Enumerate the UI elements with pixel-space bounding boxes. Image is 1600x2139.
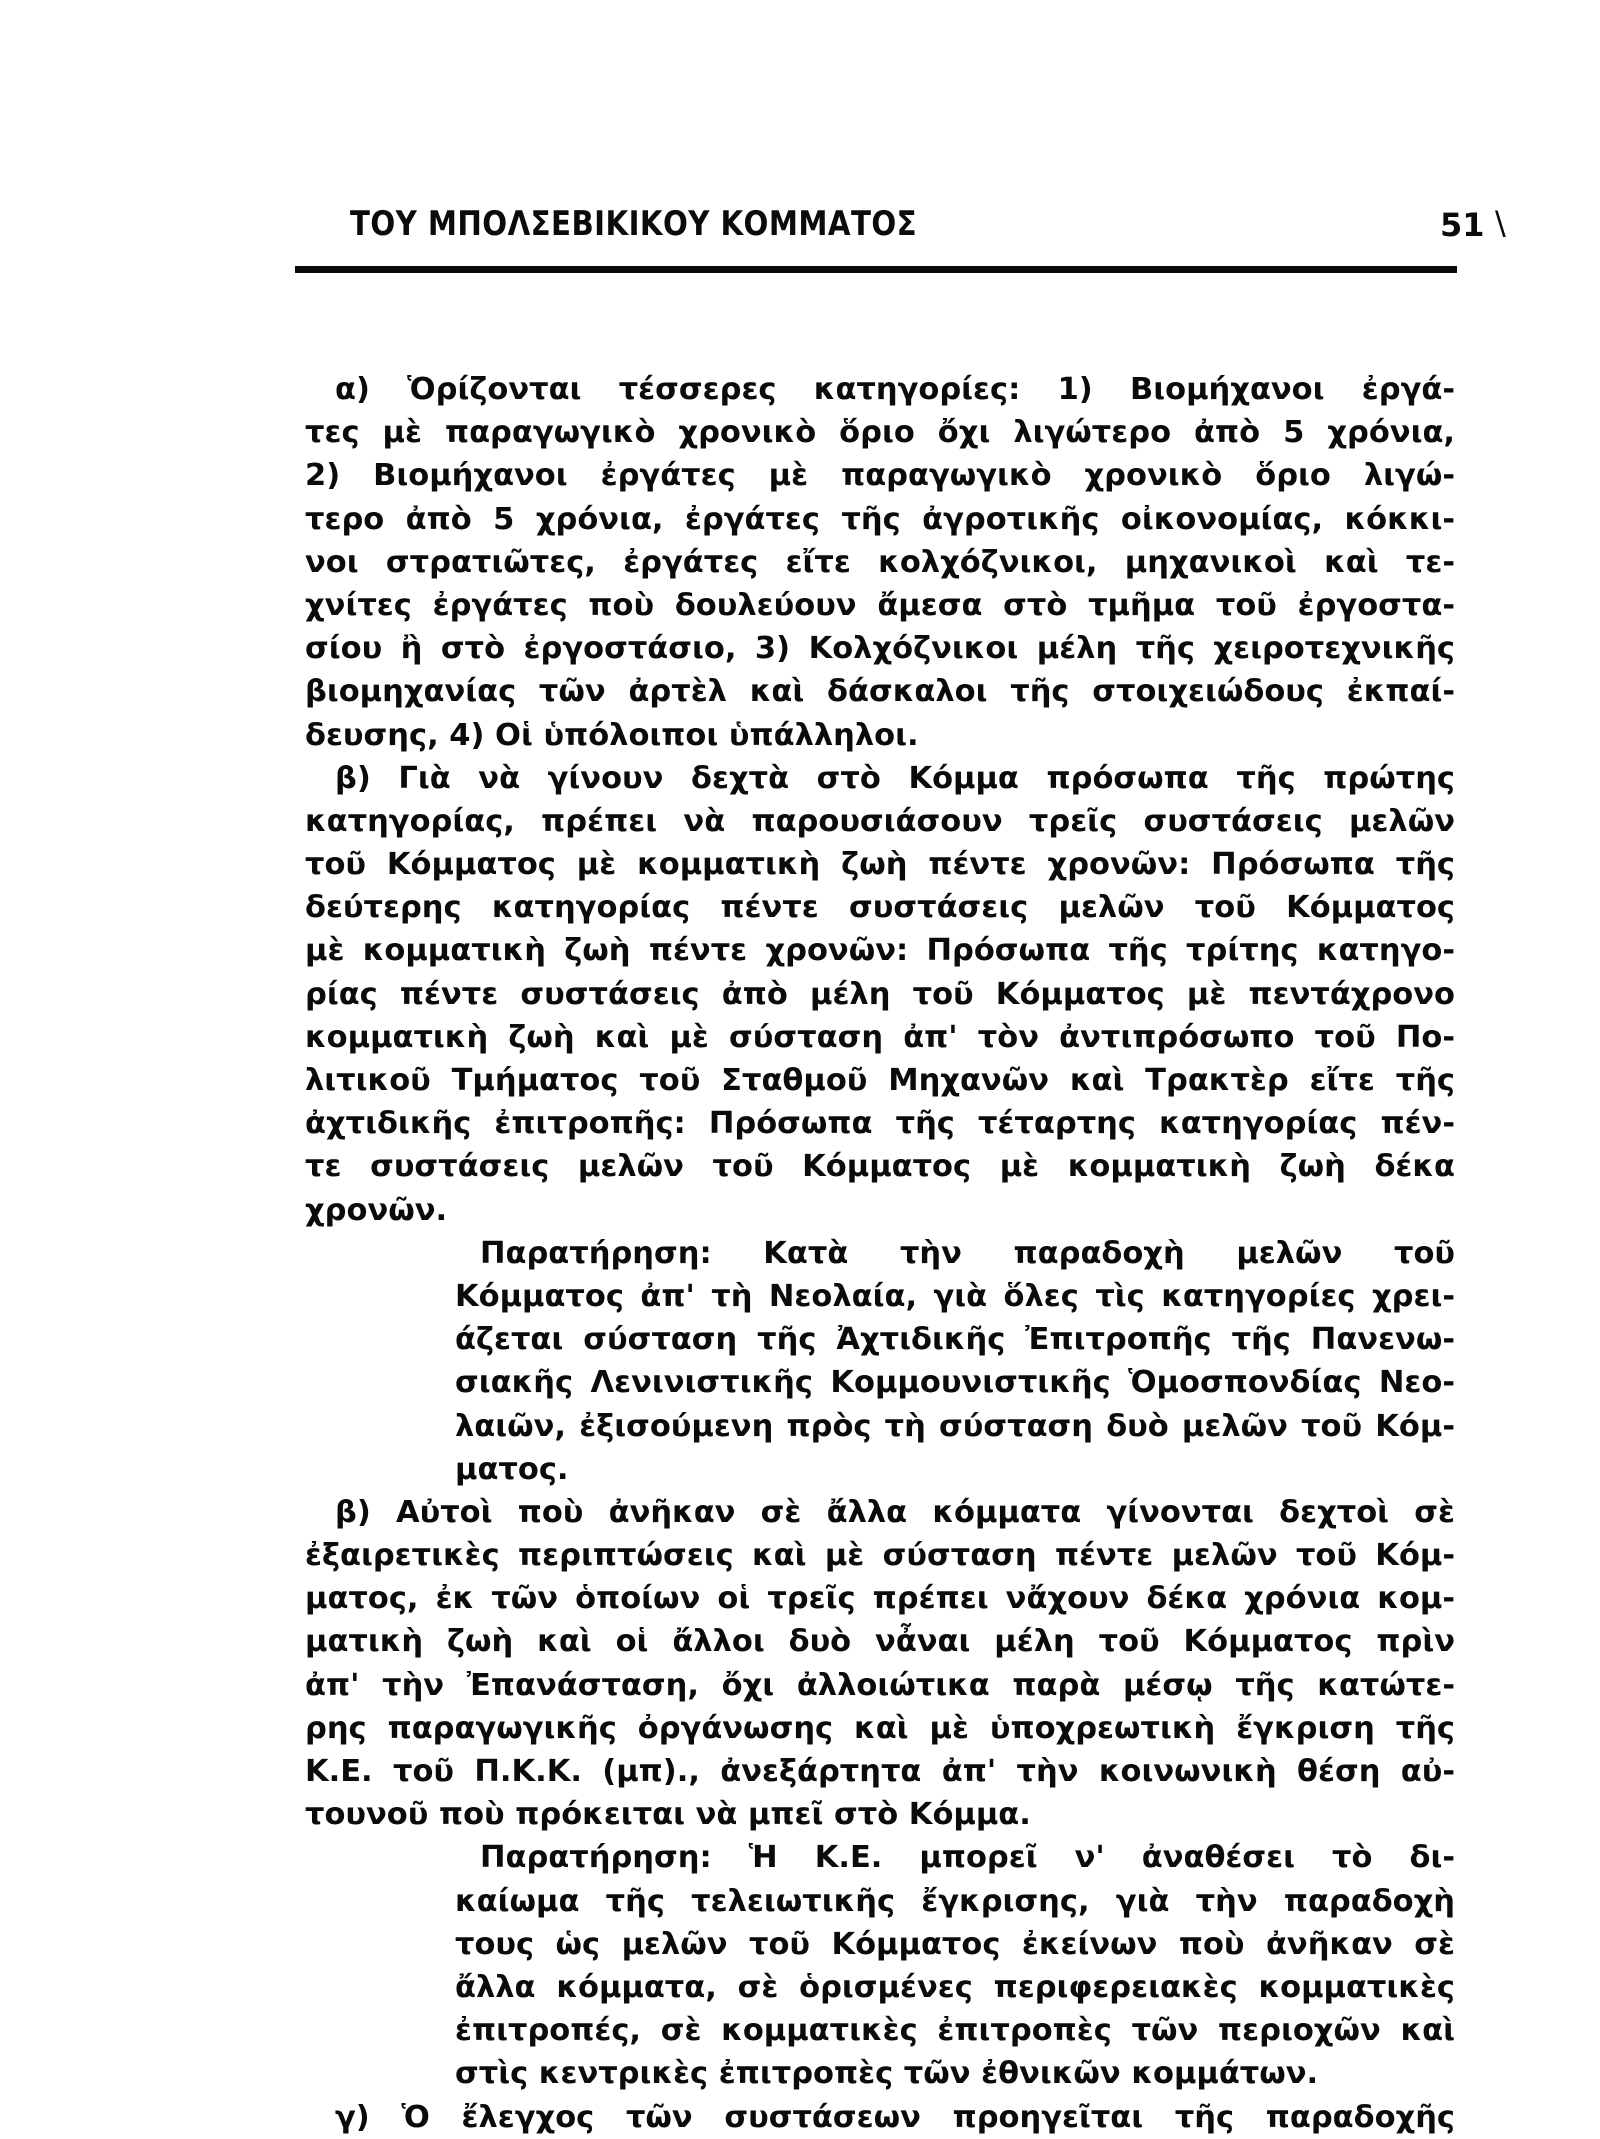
text-line: β) Αὐτοὶ ποὺ ἀνῆκαν σὲ ἄλλα κόμματα γίνονται δεχτοὶ σὲ [335, 1494, 1455, 1530]
text-line: κομματικὴ ζωὴ καὶ μὲ σύσταση ἀπ' τὸν ἀντιπρόσωπο τοῦ Πο- [305, 1019, 1455, 1055]
note-line: στὶς κεντρικὲς ἐπιτροπὲς τῶν ἐθνικῶν κομμάτων. [455, 2056, 1319, 2092]
text-line: τες μὲ παραγωγικὸ χρονικὸ ὅριο ὄχι λιγώτερο ἀπὸ 5 χρόνια, [305, 415, 1455, 451]
note-line: άζεται σύσταση τῆς Ἀχτιδικῆς Ἐπιτροπῆς τῆς Πανενω- [455, 1322, 1455, 1358]
text-line: ἀχτιδικῆς ἐπιτροπῆς: Πρόσωπα τῆς τέταρτης κατηγορίας πέν- [305, 1106, 1455, 1142]
page-mark: \ [1495, 204, 1506, 242]
text-line: τε συστάσεις μελῶν τοῦ Κόμματος μὲ κομματικὴ ζωὴ δέκα [305, 1149, 1455, 1185]
note-line: Παρατήρηση: Ἡ Κ.Ε. μπορεῖ ν' ἀναθέσει τὸ δι- [480, 1840, 1455, 1876]
text-line: ματικὴ ζωὴ καὶ οἱ ἄλλοι δυὸ νἆναι μέλη τοῦ Κόμματος πρὶν [305, 1624, 1455, 1660]
text-line: α) Ὁρίζονται τέσσερες κατηγορίες: 1) Βιομήχανοι ἐργά- [335, 372, 1455, 407]
text-line: κατηγορίας, πρέπει νὰ παρουσιάσουν τρεῖς συστάσεις μελῶν [305, 803, 1455, 839]
header-rule [295, 266, 1457, 273]
text-line: τουνοῦ ποὺ πρόκειται νὰ μπεῖ στὸ Κόμμα. [305, 1797, 1031, 1833]
text-line: λιτικοῦ Τμήματος τοῦ Σταθμοῦ Μηχανῶν καὶ Τρακτὲρ εἴτε τῆς [305, 1063, 1455, 1098]
text-line: δευσης, 4) Οἱ ὑπόλοιποι ὑπάλληλοι. [305, 717, 919, 753]
text-line: βιομηχανίας τῶν ἀρτὲλ καὶ δάσκαλοι τῆς στοιχειώδους ἐκπαί- [305, 674, 1455, 710]
body-text [305, 368, 1455, 2139]
text-line: τοῦ Κόμματος μὲ κομματικὴ ζωὴ πέντε χρονῶν: Πρόσωπα τῆς [305, 847, 1455, 883]
text-line: β) Γιὰ νὰ γίνουν δεχτὰ στὸ Κόμμα πρόσωπα τῆς πρώτης [335, 760, 1455, 796]
note-line: ἐπιτροπές, σὲ κομματικὲς ἐπιτροπὲς τῶν περιοχῶν καὶ [455, 2013, 1455, 2049]
text-line: τερο ἀπὸ 5 χρόνια, ἐργάτες τῆς ἀγροτικῆς οἰκονομίας, κόκκι- [305, 501, 1455, 537]
note-line: λαιῶν, ἐξισούμενη πρὸς τὴ σύσταση δυὸ μελῶν τοῦ Κόμ- [455, 1408, 1455, 1444]
text-line: ρίας πέντε συστάσεις ἀπὸ μέλη τοῦ Κόμματος μὲ πεντάχρονο [305, 976, 1455, 1012]
text-line: ματος, ἐκ τῶν ὁποίων οἱ τρεῖς πρέπει νἄχουν δέκα χρόνια κομ- [305, 1581, 1455, 1617]
text-line: ρης παραγωγικῆς ὀργάνωσης καὶ μὲ ὑποχρεωτικὴ ἔγκριση τῆς [305, 1710, 1455, 1746]
note-line: ματος. [455, 1451, 569, 1487]
note-line: σιακῆς Λενινιστικῆς Κομμουνιστικῆς Ὁμοσπονδίας Νεο- [455, 1365, 1455, 1401]
text-line: ἀπ' τὴν Ἐπανάσταση, ὄχι ἀλλοιώτικα παρὰ μέσῳ τῆς κατώτε- [305, 1667, 1455, 1703]
text-line: δεύτερης κατηγορίας πέντε συστάσεις μελῶν τοῦ Κόμματος [305, 890, 1455, 926]
text-line: νοι στρατιῶτες, ἐργάτες εἴτε κολχόζνικοι, μηχανικοὶ καὶ τε- [305, 544, 1455, 580]
text-line: χρονῶν. [305, 1192, 448, 1228]
note-line: καίωμα τῆς τελειωτικῆς ἔγκρισης, γιὰ τὴν παραδοχὴ [455, 1883, 1455, 1919]
page-number: 51 [1440, 206, 1485, 244]
text-line: Κ.Ε. τοῦ Π.Κ.Κ. (μπ)., ἀνεξάρτητα ἀπ' τὴν κοινωνικὴ θέση αὐ- [305, 1754, 1455, 1789]
note-line: Κόμματος ἀπ' τὴ Νεολαία, γιὰ ὅλες τὶς κατηγορίες χρει- [455, 1278, 1455, 1314]
running-title: ΤΟΥ ΜΠΟΛΣΕΒΙΚΙΚΟΥ ΚΟΜΜΑΤΟΣ [350, 204, 918, 244]
text-line: 2) Βιομήχανοι ἐργάτες μὲ παραγωγικὸ χρονικὸ ὅριο λιγώ- [305, 458, 1455, 494]
text-line: γ) Ὁ ἔλεγχος τῶν συστάσεων προηγεῖται τῆς παραδοχῆς [335, 2099, 1455, 2135]
note-line: ἄλλα κόμματα, σὲ ὁρισμένες περιφερειακὲς κομματικὲς [455, 1969, 1455, 2005]
text-line: ἐξαιρετικὲς περιπτώσεις καὶ μὲ σύσταση πέντε μελῶν τοῦ Κόμ- [305, 1538, 1455, 1574]
note-line: τους ὡς μελῶν τοῦ Κόμματος ἐκείνων ποὺ ἀνῆκαν σὲ [455, 1926, 1455, 1962]
note-line: Παρατήρηση: Κατὰ τὴν παραδοχὴ μελῶν τοῦ [480, 1235, 1455, 1271]
running-head [350, 200, 1506, 250]
text-line: χνίτες ἐργάτες ποὺ δουλεύουν ἄμεσα στὸ τμῆμα τοῦ ἐργοστα- [305, 587, 1455, 623]
text-line: σίου ἢ στὸ ἐργοστάσιο, 3) Κολχόζνικοι μέλη τῆς χειροτεχνικῆς [305, 631, 1455, 667]
text-line: μὲ κομματικὴ ζωὴ πέντε χρονῶν: Πρόσωπα τῆς τρίτης κατηγο- [305, 933, 1455, 969]
